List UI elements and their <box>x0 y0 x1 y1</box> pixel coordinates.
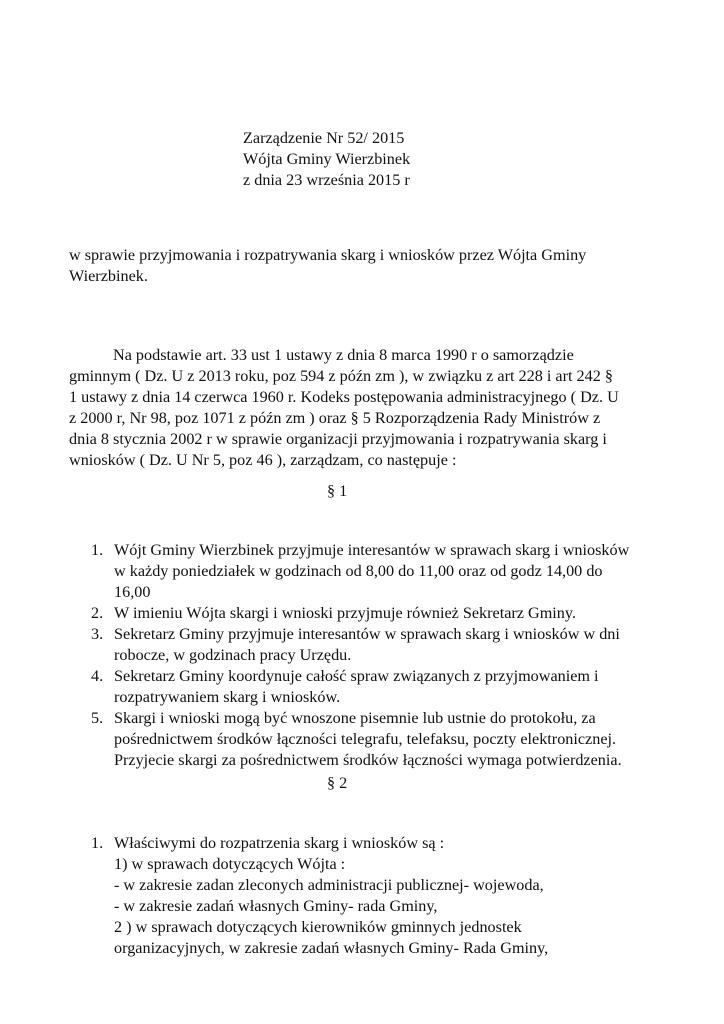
item-number: 1. <box>91 541 104 559</box>
list-item <box>69 540 669 603</box>
item-line: 2 ) w sprawach dotyczących kierowników gminnych jednostek <box>114 918 522 936</box>
item-line: rozpatrywaniem skarg i wniosków. <box>114 688 341 706</box>
item-number: 3. <box>91 625 104 643</box>
item-line: organizacyjnych, w zakresie zadań własnych Gminy- Rada Gminy, <box>114 939 549 957</box>
document-subject <box>69 245 659 287</box>
item-line: pośrednictwem środków łączności telegrafu, telefaksu, poczty elektronicznej. <box>114 730 617 748</box>
item-line: Sekretarz Gminy koordynuje całość spraw związanych z przyjmowaniem i <box>114 667 599 685</box>
item-line: Wójt Gminy Wierzbinek przyjmuje interesantów w sprawach skarg i wniosków <box>114 541 630 559</box>
document-header <box>243 128 410 191</box>
preamble-line: z 2000 r, Nr 98, poz 1071 z późn zm ) oraz § 5 Rozporządzenia Rady Ministrów z <box>69 409 601 427</box>
preamble-line: Na podstawie art. 33 ust 1 ustawy z dnia 8 marca 1990 r o samorządzie <box>113 346 574 364</box>
item-number: 5. <box>91 709 104 727</box>
subject-line: w sprawie przyjmowania i rozpatrywania skarg i wniosków przez Wójta Gminy <box>69 246 587 264</box>
item-number: 1. <box>91 834 104 852</box>
section-2-list <box>69 833 669 959</box>
item-line: 16,00 <box>114 583 151 601</box>
ordinance-number: Zarządzenie Nr 52/ 2015 <box>243 129 405 147</box>
list-item <box>69 833 669 959</box>
subject-line: Wierzbinek. <box>69 267 148 285</box>
item-line: Przyjecie skargi za pośrednictwem środków łączności wymaga potwierdzenia. <box>114 751 622 769</box>
item-number: 2. <box>91 604 104 622</box>
item-line: w każdy poniedziałek w godzinach od 8,00 do 11,00 oraz od godz 14,00 do <box>114 562 603 580</box>
item-line: Skargi i wnioski mogą być wnoszone pisemnie lub ustnie do protokołu, za <box>114 709 596 727</box>
item-line: Właściwymi do rozpatrzenia skarg i wniosków są : <box>114 834 445 852</box>
ordinance-date: z dnia 23 września 2015 r <box>243 171 410 189</box>
preamble-line: gminnym ( Dz. U z 2013 roku, poz 594 z późn zm ), w związku z art 228 i art 242 § <box>69 367 613 385</box>
item-line: Sekretarz Gminy przyjmuje interesantów w sprawach skarg i wniosków w dni <box>114 625 620 643</box>
list-item <box>69 603 669 624</box>
list-item <box>69 624 669 666</box>
item-line: W imieniu Wójta skargi i wnioski przyjmuje również Sekretarz Gminy. <box>114 604 576 622</box>
list-item <box>69 666 669 708</box>
list-item <box>69 708 669 771</box>
legal-basis-paragraph <box>69 345 659 471</box>
item-line: - w zakresie zadan zleconych administracji publicznej- wojewoda, <box>114 876 544 894</box>
preamble-line: dnia 8 stycznia 2002 r w sprawie organizacji przyjmowania i rozpatrywania skarg i <box>69 430 607 448</box>
item-line: 1) w sprawach dotyczących Wójta : <box>114 855 346 873</box>
item-line: - w zakresie zadań własnych Gminy- rada Gminy, <box>114 897 438 915</box>
issuer: Wójta Gminy Wierzbinek <box>243 150 411 168</box>
section-1-list <box>69 540 669 771</box>
preamble-line: 1 ustawy z dnia 14 czerwca 1960 r. Kodeks postępowania administracyjnego ( Dz. U <box>69 388 619 406</box>
item-line: robocze, w godzinach pracy Urzędu. <box>114 646 352 664</box>
section-2-heading: § 2 <box>327 774 348 792</box>
section-1-heading: § 1 <box>327 482 348 500</box>
item-number: 4. <box>91 667 104 685</box>
preamble-line: wniosków ( Dz. U Nr 5, poz 46 ), zarządzam, co następuje : <box>69 451 457 469</box>
